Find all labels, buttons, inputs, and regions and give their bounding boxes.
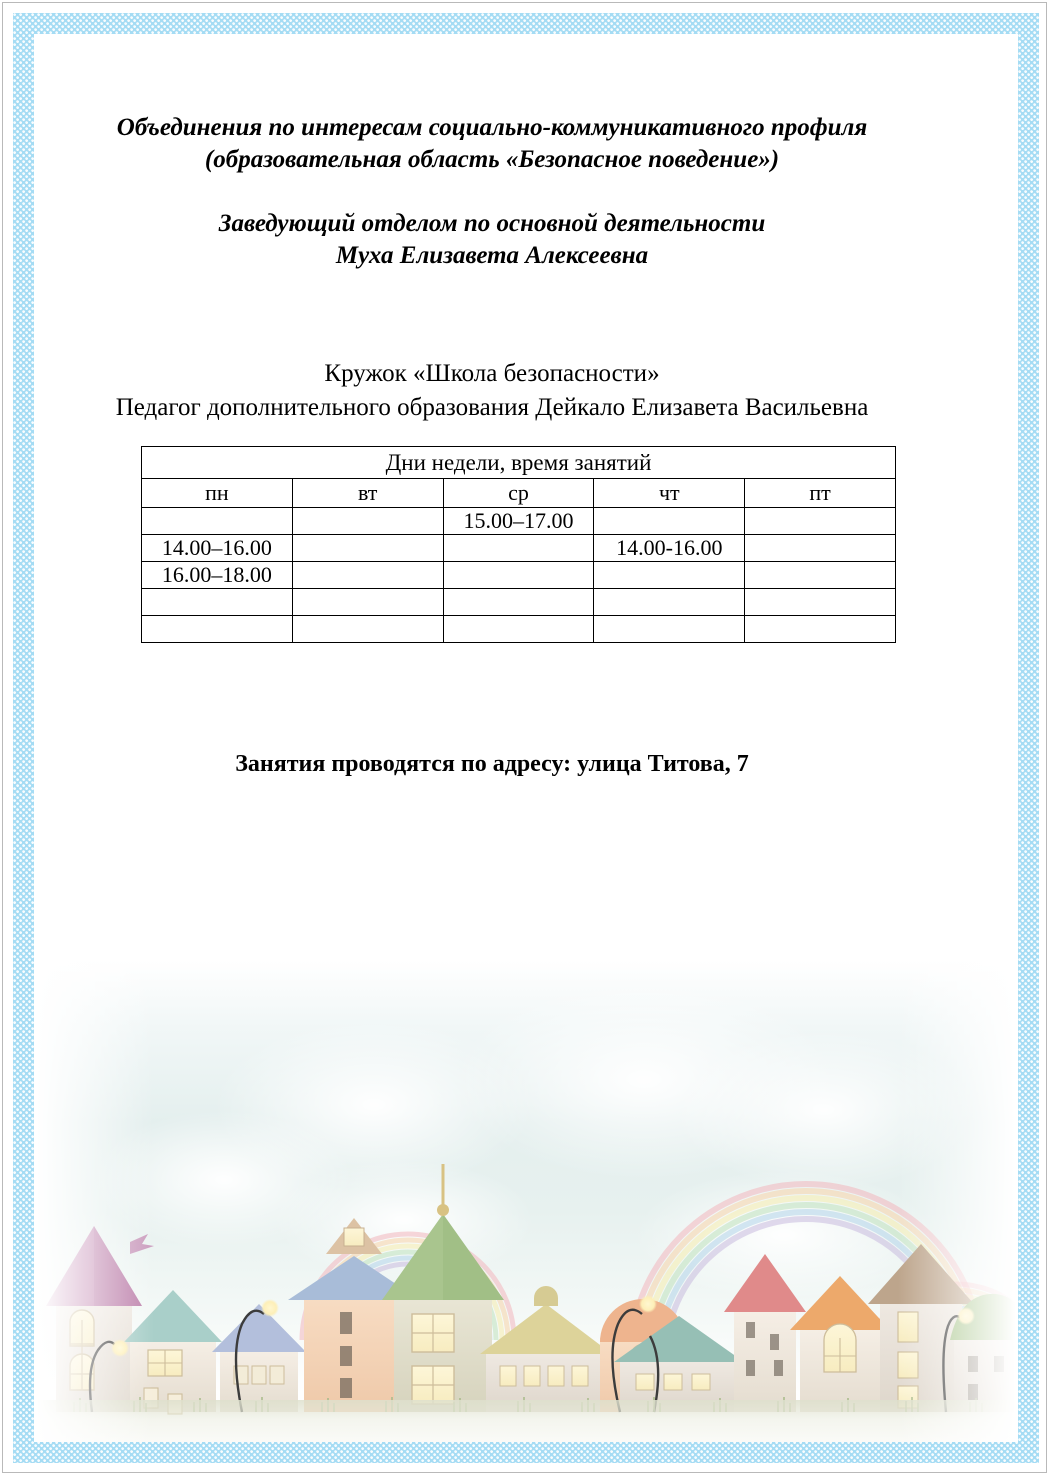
schedule-cell xyxy=(292,616,443,643)
page-title-line-1: Объединения по интересам социально-коммуникативного профиля xyxy=(116,114,868,141)
schedule-cell xyxy=(745,508,896,535)
schedule-cell xyxy=(443,535,594,562)
page-title-line-2: (образовательная область «Безопасное поведение») xyxy=(204,146,780,173)
schedule-cell xyxy=(594,508,745,535)
column-header-tue: вт xyxy=(292,479,443,508)
schedule-cell xyxy=(443,562,594,589)
department-head-role: Заведующий отделом по основной деятельности xyxy=(218,210,766,237)
column-header-fri: пт xyxy=(745,479,896,508)
schedule-cell xyxy=(745,616,896,643)
schedule-cell: 14.00–16.00 xyxy=(142,535,293,562)
schedule-table xyxy=(141,446,896,643)
schedule-cell xyxy=(292,562,443,589)
department-head-block xyxy=(60,208,924,272)
table-row xyxy=(142,589,896,616)
schedule-cell xyxy=(142,508,293,535)
schedule-cell: 16.00–18.00 xyxy=(142,562,293,589)
department-head-name: Муха Елизавета Алексеевна xyxy=(335,242,649,269)
club-info-block xyxy=(60,357,924,425)
page-title xyxy=(60,112,924,176)
schedule-cell xyxy=(594,616,745,643)
schedule-cell xyxy=(292,535,443,562)
table-row xyxy=(142,535,896,562)
schedule-cell xyxy=(745,589,896,616)
schedule-cell xyxy=(292,589,443,616)
table-row xyxy=(142,508,896,535)
schedule-cell xyxy=(292,508,443,535)
schedule-cell xyxy=(594,589,745,616)
schedule-cell xyxy=(745,535,896,562)
club-name: Кружок «Школа безопасности» xyxy=(324,360,660,387)
schedule-cell xyxy=(142,589,293,616)
schedule-cell: 14.00-16.00 xyxy=(594,535,745,562)
table-caption-row xyxy=(142,447,896,479)
club-teacher: Педагог дополнительного образования Дейкало Елизавета Васильевна xyxy=(115,394,869,421)
schedule-cell xyxy=(594,562,745,589)
column-header-thu: чт xyxy=(594,479,745,508)
table-row xyxy=(142,562,896,589)
schedule-cell xyxy=(142,616,293,643)
table-row xyxy=(142,616,896,643)
table-header-row xyxy=(142,479,896,508)
address-line: Занятия проводятся по адресу: улица Титова, 7 xyxy=(235,751,749,777)
schedule-cell xyxy=(745,562,896,589)
schedule-table-caption: Дни недели, время занятий xyxy=(142,447,896,479)
schedule-cell xyxy=(443,589,594,616)
column-header-wed: ср xyxy=(443,479,594,508)
schedule-cell xyxy=(443,616,594,643)
column-header-mon: пн xyxy=(142,479,293,508)
schedule-cell: 15.00–17.00 xyxy=(443,508,594,535)
